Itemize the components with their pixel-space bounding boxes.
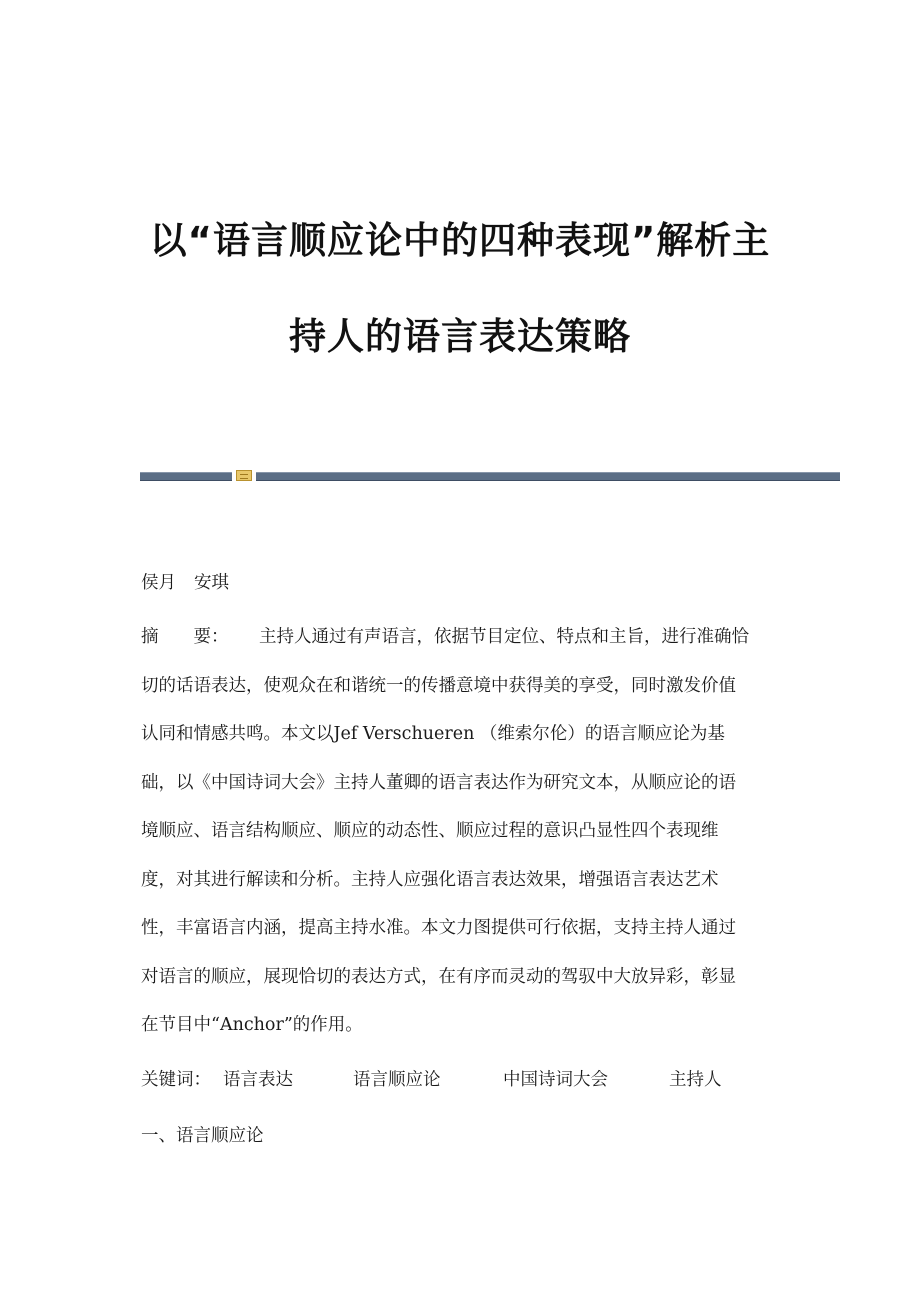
abstract-line: 在节目中“Anchor”的作用。	[141, 1015, 363, 1035]
divider-bar-left	[140, 472, 232, 481]
keyword: 语言表达	[223, 1070, 293, 1090]
title-divider	[140, 470, 840, 481]
abstract-label: 摘 要：	[141, 627, 229, 647]
abstract-line: 对语言的顺应，展现恰切的表达方式，在有序而灵动的驾驭中大放异彩，彰显	[141, 966, 736, 987]
keyword: 语言顺应论	[353, 1070, 441, 1090]
author-list	[141, 569, 247, 594]
abstract-line: 境顺应、语言结构顺应、顺应的动态性、顺应过程的意识凸显性四个表现维	[141, 821, 719, 841]
abstract-line: 度，对其进行解读和分析。主持人应强化语言表达效果，增强语言表达艺术	[141, 869, 719, 890]
divider-bar-right	[256, 472, 840, 481]
author-name: 侯月	[141, 573, 176, 593]
keywords-label: 关键词：	[141, 1070, 211, 1090]
author-name: 安琪	[194, 573, 229, 593]
divider-ornament-icon	[236, 470, 252, 481]
abstract-line: 认同和情感共鸣。本文以Jef Verschueren （维索尔伦）的语言顺应论为基	[141, 724, 725, 744]
abstract-line: 性，丰富语言内涵，提高主持水准。本文力图提供可行依据，支持主持人通过	[141, 918, 736, 938]
keyword: 中国诗词大会	[503, 1070, 608, 1090]
abstract-line: 切的话语表达，使观众在和谐统一的传播意境中获得美的享受，同时激发价值	[141, 675, 736, 696]
document-title-line-2: 持人的语言表达策略	[289, 315, 631, 358]
keyword: 主持人	[669, 1070, 722, 1090]
section-heading: 一、语言顺应论	[141, 1126, 264, 1146]
keywords	[141, 1066, 722, 1091]
abstract-line	[141, 622, 781, 671]
abstract	[141, 622, 781, 1059]
document-title-line-1: 以“语言顺应论中的四种表现”解析主	[149, 219, 771, 262]
abstract-line: 础，以《中国诗词大会》主持人董卿的语言表达作为研究文本，从顺应论的语	[141, 772, 736, 793]
abstract-text: 主持人通过有声语言，依据节目定位、特点和主旨，进行准确恰	[259, 627, 749, 647]
